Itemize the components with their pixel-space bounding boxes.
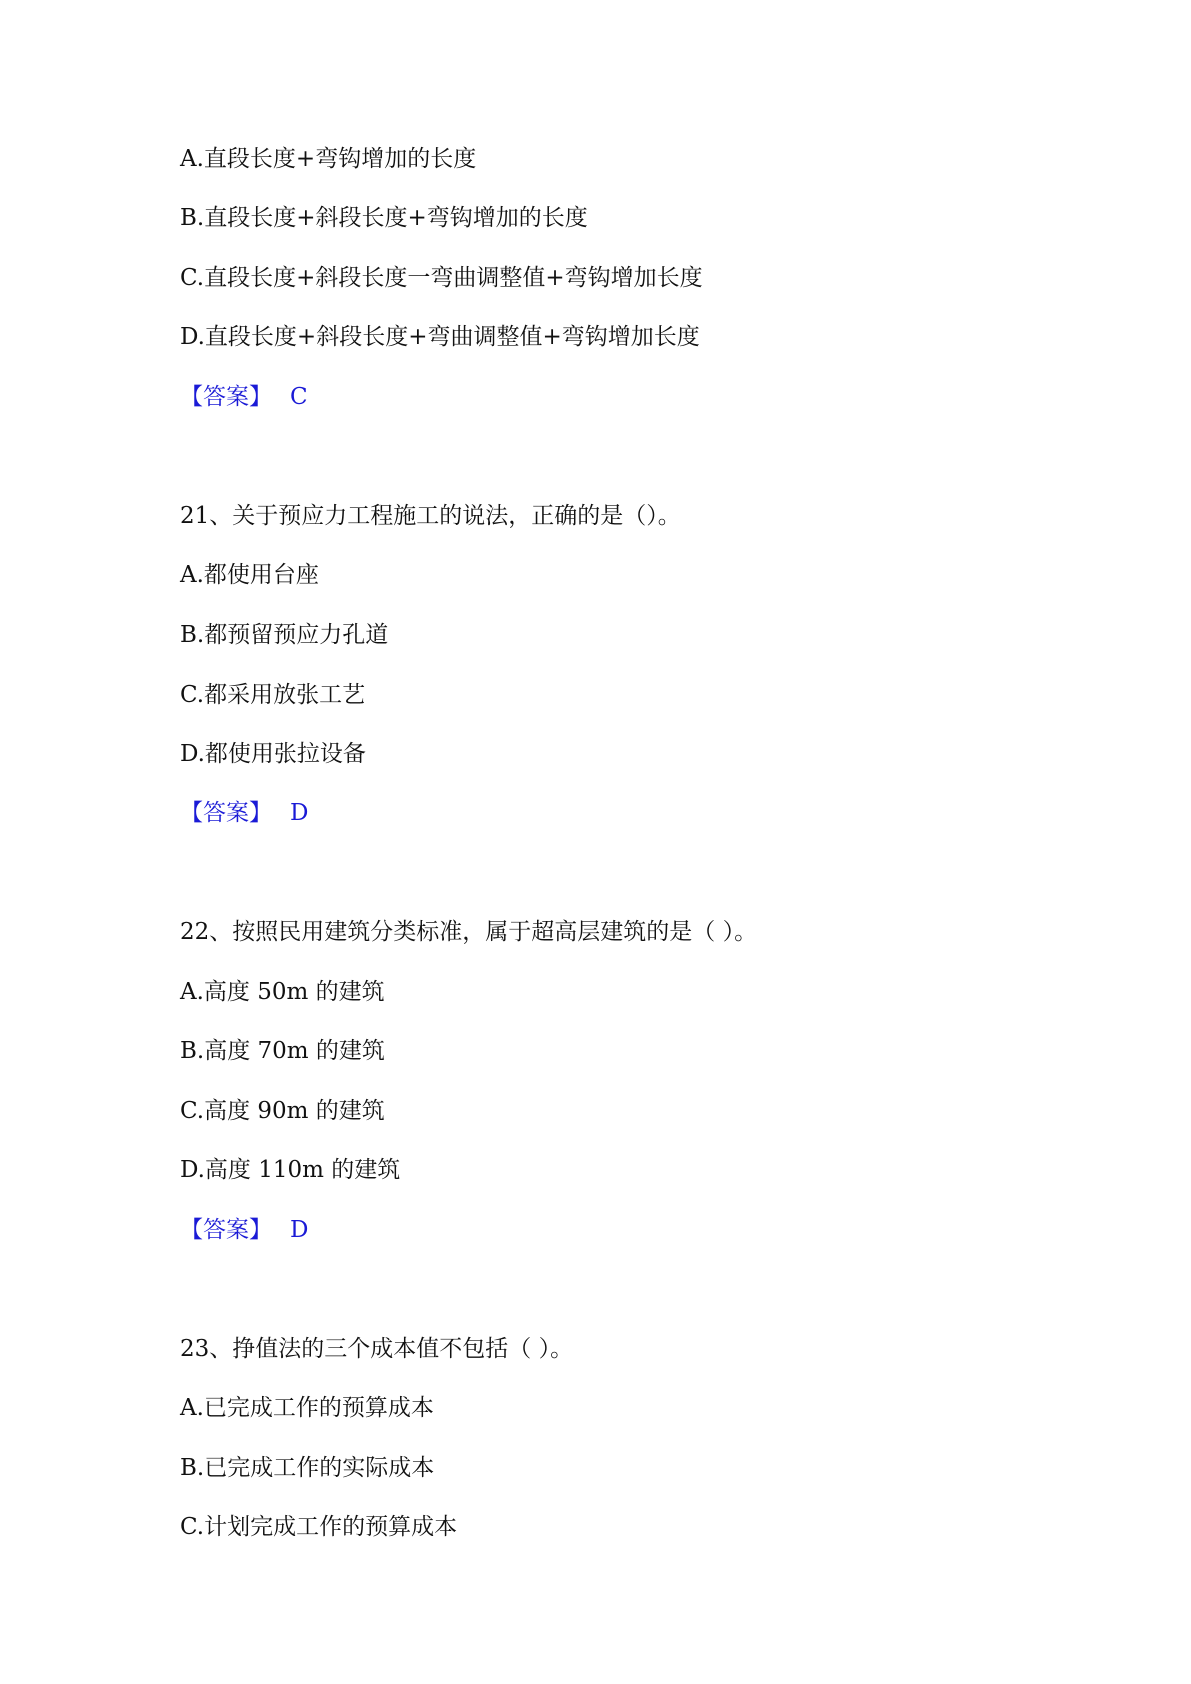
q23-option-b: B.已完成工作的实际成本 — [180, 1455, 435, 1481]
q21-question: 21、关于预应力工程施工的说法，正确的是（）。 — [180, 503, 681, 529]
answer-value: D — [290, 800, 309, 826]
answer-label: 【答案】 — [180, 800, 272, 826]
q20-option-b: B.直段长度+斜段长度+弯钩增加的长度 — [180, 205, 588, 231]
q20-answer — [180, 382, 308, 412]
q20-option-a: A.直段长度+弯钩增加的长度 — [180, 146, 477, 172]
q21-option-d: D.都使用张拉设备 — [180, 741, 366, 767]
q21-answer — [180, 798, 308, 828]
q23-option-a: A.已完成工作的预算成本 — [180, 1395, 434, 1421]
q23-question: 23、挣值法的三个成本值不包括（ ）。 — [180, 1336, 574, 1362]
q21-option-a: A.都使用台座 — [180, 562, 319, 588]
answer-value: C — [290, 384, 308, 410]
q21-option-b: B.都预留预应力孔道 — [180, 622, 389, 648]
q22-question: 22、按照民用建筑分类标准，属于超高层建筑的是（ ）。 — [180, 919, 758, 945]
answer-label: 【答案】 — [180, 1217, 272, 1243]
q20-option-d: D.直段长度+斜段长度+弯曲调整值+弯钩增加长度 — [180, 324, 700, 350]
q22-option-d: D.高度 110m 的建筑 — [180, 1157, 401, 1183]
q20-option-c: C.直段长度+斜段长度一弯曲调整值+弯钩增加长度 — [180, 265, 703, 291]
q22-answer — [180, 1215, 308, 1245]
answer-label: 【答案】 — [180, 384, 272, 410]
q21-option-c: C.都采用放张工艺 — [180, 682, 366, 708]
q23-option-c: C.计划完成工作的预算成本 — [180, 1514, 458, 1540]
q22-option-a: A.高度 50m 的建筑 — [180, 979, 385, 1005]
q22-option-b: B.高度 70m 的建筑 — [180, 1038, 385, 1064]
q22-option-c: C.高度 90m 的建筑 — [180, 1098, 385, 1124]
answer-value: D — [290, 1217, 309, 1243]
